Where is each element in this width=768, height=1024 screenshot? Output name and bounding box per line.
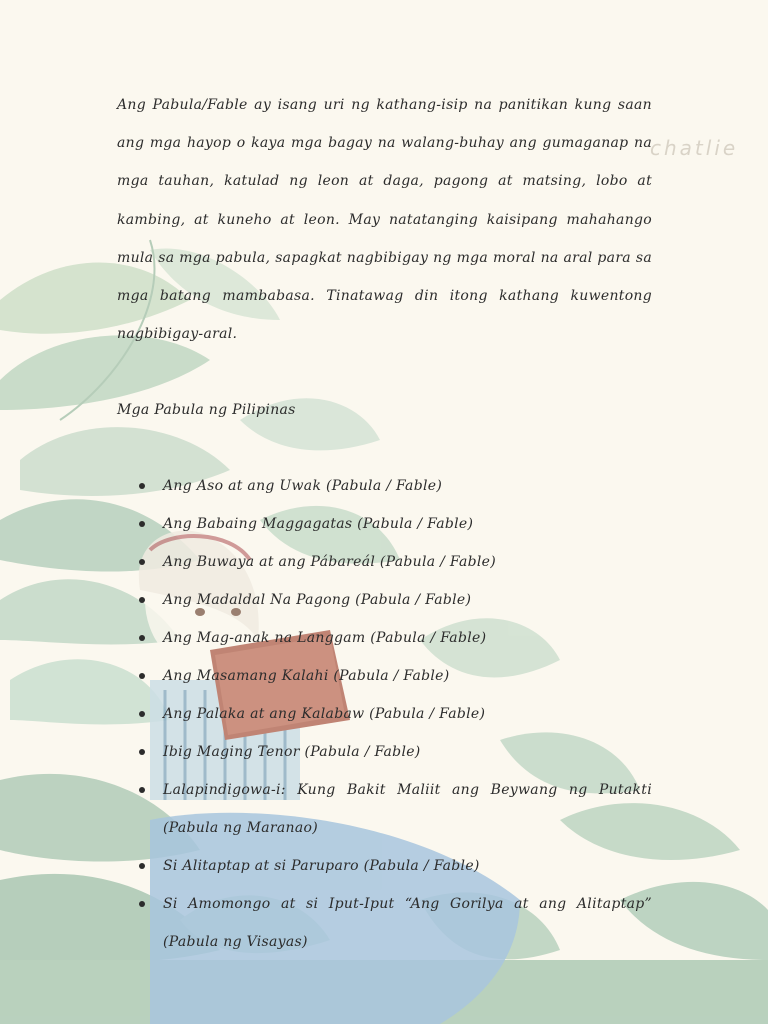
document-body xyxy=(117,86,652,961)
list-item xyxy=(117,695,652,733)
bullet-icon xyxy=(139,901,145,907)
intro-paragraph: Ang Pabula/Fable ay isang uri ng kathang-isip na panitikan kung saan ang mga hayop o kaya mga bagay na walang-buhay ang gumaganap na mga tauhan, katulad ng leon at daga, pagong at matsing, lobo at kambing, at kuneho at leon. May natatanging kaisipang mahahango mula sa mga pabula, sapagkat nagbibigay ng mga moral na aral para sa mga batang mambabasa. Tinatawag din itong kathang kuwentong nagbibigay-aral. xyxy=(117,97,652,343)
list-item-text: Lalapindigowa-i: Kung Bakit Maliit ang Beywang ng Putakti (Pabula ng Maranao) xyxy=(163,782,652,837)
bullet-icon xyxy=(139,559,145,565)
list-item xyxy=(117,885,652,961)
bullet-icon xyxy=(139,787,145,793)
list-item xyxy=(117,543,652,581)
list-item-text: Ang Buwaya at ang Pábareál (Pabula / Fable) xyxy=(163,554,496,571)
list-item xyxy=(117,581,652,619)
list-item-text: Ang Mag-anak na Langgam (Pabula / Fable) xyxy=(163,630,487,647)
bullet-icon xyxy=(139,597,145,603)
fable-list xyxy=(117,467,652,961)
list-item-text: Ang Palaka at ang Kalabaw (Pabula / Fable) xyxy=(163,706,486,723)
list-item-text: Ang Masamang Kalahi (Pabula / Fable) xyxy=(163,668,450,685)
list-item-text: Ang Aso at ang Uwak (Pabula / Fable) xyxy=(163,478,443,495)
bullet-icon xyxy=(139,483,145,489)
list-item xyxy=(117,847,652,885)
list-item xyxy=(117,505,652,543)
list-item-text: Si Alitaptap at si Paruparo (Pabula / Fable) xyxy=(163,858,480,875)
list-item-text: Ibig Maging Tenor (Pabula / Fable) xyxy=(163,744,421,761)
bullet-icon xyxy=(139,711,145,717)
section-title: Mga Pabula ng Pilipinas xyxy=(117,402,296,419)
bullet-icon xyxy=(139,749,145,755)
bullet-icon xyxy=(139,673,145,679)
list-item-text: Ang Madaldal Na Pagong (Pabula / Fable) xyxy=(163,592,472,609)
bullet-icon xyxy=(139,635,145,641)
bullet-icon xyxy=(139,863,145,869)
list-item xyxy=(117,467,652,505)
list-item xyxy=(117,619,652,657)
list-item-text: Ang Babaing Maggagatas (Pabula / Fable) xyxy=(163,516,474,533)
bullet-icon xyxy=(139,521,145,527)
list-item-text: Si Amomongo at si Iput-Iput “Ang Gorilya at ang Alitaptap” (Pabula ng Visayas) xyxy=(163,896,652,951)
list-item xyxy=(117,733,652,771)
list-item xyxy=(117,657,652,695)
list-item xyxy=(117,771,652,847)
watermark: chatlie xyxy=(650,136,739,160)
